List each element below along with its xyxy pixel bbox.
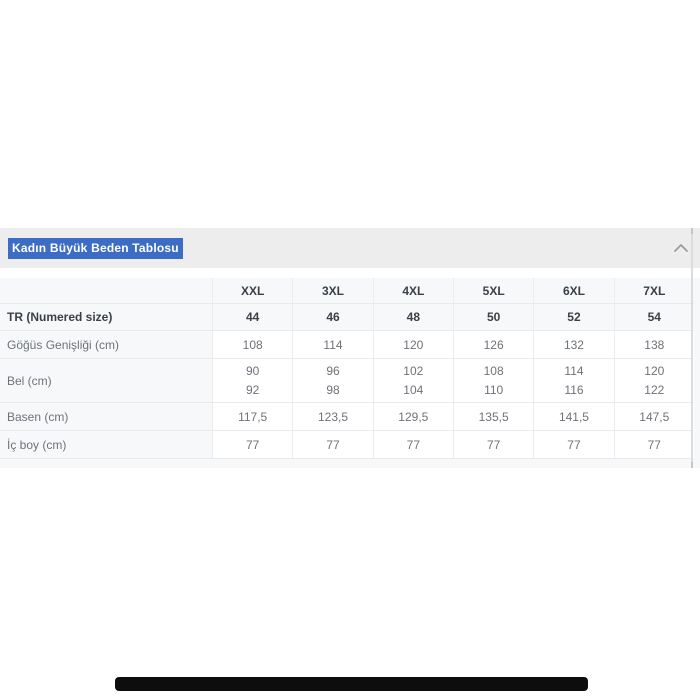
size-table: [0, 278, 700, 468]
row-label: Bel (cm): [7, 373, 52, 388]
size-value-cell: 52: [533, 304, 613, 330]
size-value-cell: 77: [292, 431, 372, 458]
size-value-cell: 90 92: [212, 359, 292, 402]
column-header-xxl: XXL: [212, 278, 292, 303]
size-value-cell: 54: [614, 304, 694, 330]
size-value-cell: 96 98: [292, 359, 372, 402]
column-header-4xl: 4XL: [373, 278, 453, 303]
size-value-cell: 77: [373, 431, 453, 458]
table-row-basen: [0, 403, 694, 431]
column-header-6xl: 6XL: [533, 278, 613, 303]
size-value-cell: 132: [533, 331, 613, 358]
size-value-cell: 77: [212, 431, 292, 458]
size-value-cell: 126: [453, 331, 533, 358]
size-value-cell: 141,5: [533, 403, 613, 430]
size-value-cell: 129,5: [373, 403, 453, 430]
size-value-cell: 77: [453, 431, 533, 458]
table-row-ic-boy: [0, 431, 694, 459]
table-row-bel: [0, 359, 694, 403]
table-row-tr-numered-size: [0, 304, 694, 331]
table-row-gogus-genisligi: [0, 331, 694, 359]
size-value-cell: 138: [614, 331, 694, 358]
size-value-cell: 135,5: [453, 403, 533, 430]
size-value-cell: 108: [212, 331, 292, 358]
size-value-cell: 120: [373, 331, 453, 358]
row-label: İç boy (cm): [7, 437, 67, 452]
scrollbar-top-cap: [691, 228, 693, 234]
size-value-cell: 120 122: [614, 359, 694, 402]
header-empty-cell: [0, 278, 212, 303]
bottom-bar: [115, 677, 588, 691]
row-label: Göğüs Genişliği (cm): [7, 337, 120, 352]
size-value-cell: 114 116: [533, 359, 613, 402]
table-header-row: [0, 278, 694, 304]
size-value-cell: 46: [292, 304, 372, 330]
size-value-cell: 114: [292, 331, 372, 358]
size-value-cell: 77: [533, 431, 613, 458]
row-label: TR (Numered size): [7, 310, 113, 324]
size-value-cell: 147,5: [614, 403, 694, 430]
size-value-cell: 77: [614, 431, 694, 458]
section-title: Kadın Büyük Beden Tablosu: [8, 238, 183, 259]
size-value-cell: 117,5: [212, 403, 292, 430]
column-header-3xl: 3XL: [292, 278, 372, 303]
size-value-cell: 48: [373, 304, 453, 330]
size-table-accordion-header[interactable]: [0, 228, 700, 268]
chevron-up-icon: [674, 244, 688, 252]
scrollbar-bottom-cap: [691, 462, 693, 468]
size-value-cell: 102 104: [373, 359, 453, 402]
size-value-cell: 44: [212, 304, 292, 330]
size-value-cell: 50: [453, 304, 533, 330]
column-header-7xl: 7XL: [614, 278, 694, 303]
row-label: Basen (cm): [7, 409, 69, 424]
column-header-5xl: 5XL: [453, 278, 533, 303]
size-value-cell: 108 110: [453, 359, 533, 402]
size-value-cell: 123,5: [292, 403, 372, 430]
scrollbar[interactable]: [691, 228, 693, 468]
